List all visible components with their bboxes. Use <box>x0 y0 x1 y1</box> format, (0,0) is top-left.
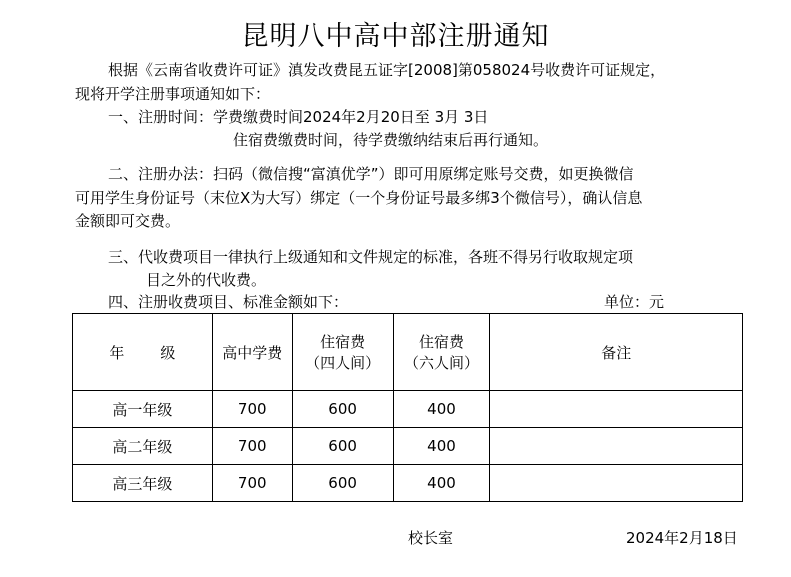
item2-line-1: 二、注册办法：扫码（微信搜“富滇优学”）即可用原绑定账号交费，如更换微信 <box>108 165 634 183</box>
unit-label: 单位：元 <box>604 293 665 311</box>
table-row <box>73 465 743 502</box>
fee-table <box>72 313 743 502</box>
cell-dorm-four: 600 <box>292 465 393 502</box>
table-row <box>73 391 743 428</box>
cell-dorm-four: 600 <box>292 428 393 465</box>
header-dorm-six-line2: （六人间） <box>403 354 479 372</box>
item3-line-2: 目之外的代收费。 <box>146 271 267 289</box>
table-row <box>73 428 743 465</box>
header-grade-char-1: 年 <box>109 343 125 362</box>
header-grade-char-2: 级 <box>160 343 176 362</box>
cell-remark <box>490 465 743 502</box>
header-tuition: 高中学费 <box>212 314 292 391</box>
cell-dorm-four: 600 <box>292 391 393 428</box>
item3-line-1: 三、代收费项目一律执行上级通知和文件规定的标准，各班不得另行收取规定项 <box>108 248 634 266</box>
cell-tuition: 700 <box>212 465 292 502</box>
header-dorm-four-line1: 住宿费 <box>320 333 366 351</box>
item1-line-1: 一、注册时间：学费缴费时间2024年2月20日至 3月 3日 <box>108 108 489 126</box>
item4-line: 四、注册收费项目、标准金额如下： <box>108 293 349 311</box>
header-dorm-four-line2: （四人间） <box>305 354 381 372</box>
cell-grade: 高二年级 <box>73 428 213 465</box>
cell-grade: 高一年级 <box>73 391 213 428</box>
item2-line-2: 可用学生身份证号（末位X为大写）绑定（一个身份证号最多绑3个微信号），确认信息 <box>75 189 643 207</box>
document-title: 昆明八中高中部注册通知 <box>241 21 550 52</box>
cell-tuition: 700 <box>212 428 292 465</box>
header-dorm-six <box>393 314 490 391</box>
cell-grade: 高三年级 <box>73 465 213 502</box>
cell-dorm-six: 400 <box>393 428 490 465</box>
header-remark: 备注 <box>490 314 743 391</box>
table-header-row <box>73 314 743 391</box>
cell-remark <box>490 428 743 465</box>
header-dorm-six-line1: 住宿费 <box>418 333 464 351</box>
signature: 校长室 <box>408 529 454 547</box>
item2-line-3: 金额即可交费。 <box>75 212 181 230</box>
cell-remark <box>490 391 743 428</box>
header-dorm-four <box>292 314 393 391</box>
item1-line-2: 住宿费缴费时间，待学费缴纳结束后再行通知。 <box>233 131 549 149</box>
issue-date: 2024年2月18日 <box>626 529 738 547</box>
cell-dorm-six: 400 <box>393 465 490 502</box>
intro-line-1: 根据《云南省收费许可证》滇发改费昆五证字[2008]第058024号收费许可证规定， <box>108 61 666 79</box>
intro-line-2: 现将开学注册事项通知如下： <box>75 85 271 103</box>
cell-tuition: 700 <box>212 391 292 428</box>
cell-dorm-six: 400 <box>393 391 490 428</box>
header-grade <box>73 314 213 391</box>
